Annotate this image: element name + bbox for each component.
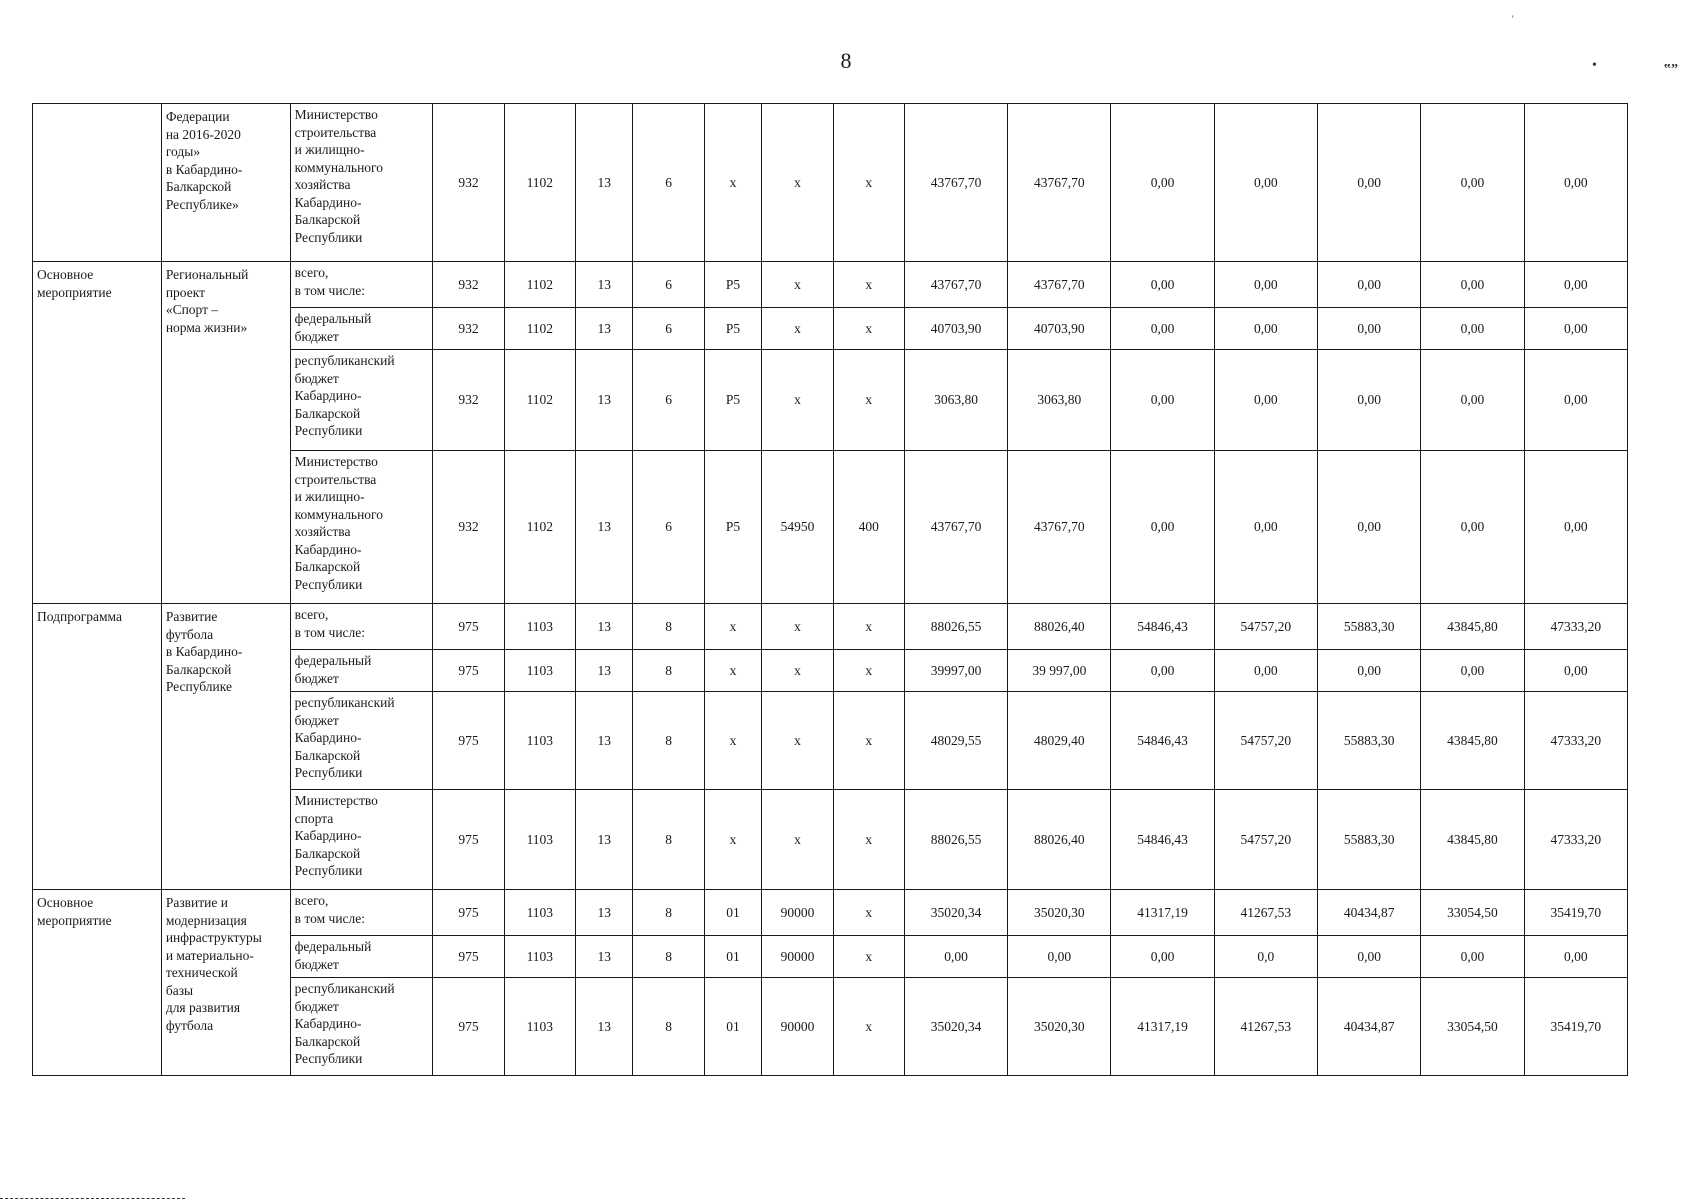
- budget-code-cell: x: [833, 350, 904, 451]
- budget-code-cell: x: [833, 308, 904, 350]
- budget-code-cell: 932: [433, 262, 504, 308]
- amount-cell: 41317,19: [1111, 890, 1214, 936]
- budget-code-cell: 13: [575, 604, 632, 650]
- amount-cell: 35419,70: [1524, 890, 1627, 936]
- amount-cell: 35020,34: [904, 978, 1007, 1076]
- budget-code-cell: 975: [433, 790, 504, 890]
- program-status-cell: Подпрограмма: [33, 604, 162, 890]
- budget-code-cell: x: [762, 262, 833, 308]
- budget-code-cell: 8: [633, 890, 704, 936]
- budget-code-cell: 400: [833, 451, 904, 604]
- amount-cell: 48029,55: [904, 692, 1007, 790]
- page-number: 8: [840, 48, 852, 73]
- amount-cell: 39997,00: [904, 650, 1007, 692]
- budget-code-cell: 6: [633, 451, 704, 604]
- funding-source-cell: федеральный бюджет: [290, 650, 433, 692]
- amount-cell: 55883,30: [1318, 790, 1421, 890]
- program-name-cell: Региональный проект «Спорт – норма жизни»: [161, 262, 290, 604]
- budget-code-cell: 13: [575, 308, 632, 350]
- amount-cell: 0,00: [1524, 650, 1627, 692]
- budget-code-cell: 8: [633, 692, 704, 790]
- amount-cell: 88026,55: [904, 604, 1007, 650]
- amount-cell: 0,00: [1421, 451, 1524, 604]
- budget-code-cell: x: [704, 650, 761, 692]
- amount-cell: 0,0: [1214, 936, 1317, 978]
- amount-cell: 88026,40: [1008, 604, 1111, 650]
- budget-code-cell: 13: [575, 451, 632, 604]
- budget-code-cell: x: [762, 790, 833, 890]
- amount-cell: 43767,70: [904, 451, 1007, 604]
- amount-cell: 0,00: [1111, 350, 1214, 451]
- budget-code-cell: x: [704, 692, 761, 790]
- amount-cell: 41267,53: [1214, 978, 1317, 1076]
- amount-cell: 0,00: [1318, 308, 1421, 350]
- budget-code-cell: 90000: [762, 978, 833, 1076]
- funding-source-cell: Министерство строительства и жилищно- коммунального хозяйства Кабардино- Балкарской Республики: [290, 104, 433, 262]
- budget-code-cell: 8: [633, 978, 704, 1076]
- amount-cell: 88026,40: [1008, 790, 1111, 890]
- amount-cell: 0,00: [1318, 451, 1421, 604]
- program-name-cell: Развитие и модернизация инфраструктуры и материально- технической базы для развития футбола: [161, 890, 290, 1076]
- amount-cell: 0,00: [1214, 104, 1317, 262]
- amount-cell: 41267,53: [1214, 890, 1317, 936]
- amount-cell: 33054,50: [1421, 890, 1524, 936]
- table-row: [33, 890, 1628, 936]
- amount-cell: 0,00: [1421, 350, 1524, 451]
- budget-code-cell: x: [762, 350, 833, 451]
- amount-cell: 0,00: [1111, 650, 1214, 692]
- program-status-cell: Основное мероприятие: [33, 890, 162, 1076]
- amount-cell: 0,00: [904, 936, 1007, 978]
- budget-code-cell: 932: [433, 308, 504, 350]
- program-status-cell: [33, 104, 162, 262]
- scan-artifact-mark: •: [1592, 58, 1597, 73]
- budget-code-cell: 13: [575, 790, 632, 890]
- budget-code-cell: x: [833, 650, 904, 692]
- budget-code-cell: 1102: [504, 350, 575, 451]
- amount-cell: 54757,20: [1214, 692, 1317, 790]
- budget-code-cell: 13: [575, 978, 632, 1076]
- amount-cell: 47333,20: [1524, 692, 1627, 790]
- amount-cell: 0,00: [1421, 650, 1524, 692]
- budget-code-cell: 8: [633, 604, 704, 650]
- funding-source-cell: Министерство спорта Кабардино- Балкарской Республики: [290, 790, 433, 890]
- amount-cell: 0,00: [1111, 308, 1214, 350]
- amount-cell: 54846,43: [1111, 692, 1214, 790]
- amount-cell: 55883,30: [1318, 692, 1421, 790]
- amount-cell: 40434,87: [1318, 978, 1421, 1076]
- table-row: [33, 262, 1628, 308]
- program-name-cell: Развитие футбола в Кабардино- Балкарской Республике: [161, 604, 290, 890]
- scan-artifact-mark: ': [1512, 14, 1514, 24]
- amount-cell: 0,00: [1318, 262, 1421, 308]
- footer-rule: [0, 1198, 185, 1199]
- budget-code-cell: 1102: [504, 308, 575, 350]
- budget-code-cell: 6: [633, 350, 704, 451]
- amount-cell: 0,00: [1008, 936, 1111, 978]
- budget-code-cell: x: [833, 104, 904, 262]
- funding-source-cell: республиканский бюджет Кабардино- Балкарской Республики: [290, 692, 433, 790]
- budget-code-cell: 13: [575, 350, 632, 451]
- budget-code-cell: 932: [433, 104, 504, 262]
- budget-code-cell: 975: [433, 692, 504, 790]
- budget-code-cell: x: [704, 104, 761, 262]
- budget-code-cell: P5: [704, 350, 761, 451]
- amount-cell: 0,00: [1421, 308, 1524, 350]
- amount-cell: 43767,70: [1008, 262, 1111, 308]
- budget-code-cell: 1102: [504, 451, 575, 604]
- amount-cell: 0,00: [1524, 451, 1627, 604]
- amount-cell: 43767,70: [904, 262, 1007, 308]
- amount-cell: 47333,20: [1524, 604, 1627, 650]
- budget-code-cell: 13: [575, 262, 632, 308]
- budget-code-cell: 1103: [504, 650, 575, 692]
- amount-cell: 41317,19: [1111, 978, 1214, 1076]
- budget-code-cell: 1103: [504, 978, 575, 1076]
- budget-code-cell: x: [833, 978, 904, 1076]
- budget-code-cell: 1103: [504, 790, 575, 890]
- amount-cell: 54757,20: [1214, 790, 1317, 890]
- amount-cell: 40703,90: [904, 308, 1007, 350]
- budget-code-cell: 01: [704, 978, 761, 1076]
- amount-cell: 0,00: [1524, 936, 1627, 978]
- amount-cell: 0,00: [1111, 936, 1214, 978]
- budget-code-cell: 1103: [504, 604, 575, 650]
- budget-code-cell: x: [704, 790, 761, 890]
- funding-source-cell: всего, в том числе:: [290, 604, 433, 650]
- budget-code-cell: 1103: [504, 890, 575, 936]
- amount-cell: 0,00: [1524, 262, 1627, 308]
- amount-cell: 0,00: [1421, 936, 1524, 978]
- budget-code-cell: 13: [575, 650, 632, 692]
- budget-code-cell: 975: [433, 890, 504, 936]
- funding-source-cell: всего, в том числе:: [290, 890, 433, 936]
- budget-code-cell: 01: [704, 890, 761, 936]
- budget-code-cell: 932: [433, 350, 504, 451]
- program-status-cell: Основное мероприятие: [33, 262, 162, 604]
- amount-cell: 43767,70: [904, 104, 1007, 262]
- budget-code-cell: 54950: [762, 451, 833, 604]
- budget-code-cell: 975: [433, 936, 504, 978]
- amount-cell: 0,00: [1524, 308, 1627, 350]
- budget-code-cell: 8: [633, 936, 704, 978]
- amount-cell: 0,00: [1214, 262, 1317, 308]
- amount-cell: 0,00: [1524, 104, 1627, 262]
- budget-code-cell: P5: [704, 262, 761, 308]
- budget-code-cell: x: [833, 262, 904, 308]
- budget-code-cell: x: [833, 604, 904, 650]
- amount-cell: 3063,80: [1008, 350, 1111, 451]
- funding-source-cell: федеральный бюджет: [290, 308, 433, 350]
- amount-cell: 0,00: [1524, 350, 1627, 451]
- budget-code-cell: 6: [633, 262, 704, 308]
- budget-code-cell: x: [833, 890, 904, 936]
- amount-cell: 0,00: [1111, 262, 1214, 308]
- scan-artifact-mark: ‟”: [1664, 62, 1678, 77]
- amount-cell: 0,00: [1111, 451, 1214, 604]
- amount-cell: 40434,87: [1318, 890, 1421, 936]
- amount-cell: 47333,20: [1524, 790, 1627, 890]
- amount-cell: 3063,80: [904, 350, 1007, 451]
- amount-cell: 35020,30: [1008, 890, 1111, 936]
- amount-cell: 0,00: [1318, 936, 1421, 978]
- budget-code-cell: 975: [433, 650, 504, 692]
- amount-cell: 35419,70: [1524, 978, 1627, 1076]
- budget-code-cell: x: [833, 692, 904, 790]
- amount-cell: 35020,34: [904, 890, 1007, 936]
- amount-cell: 54846,43: [1111, 604, 1214, 650]
- budget-code-cell: x: [762, 104, 833, 262]
- amount-cell: 54757,20: [1214, 604, 1317, 650]
- budget-code-cell: 6: [633, 308, 704, 350]
- amount-cell: 35020,30: [1008, 978, 1111, 1076]
- budget-code-cell: x: [704, 604, 761, 650]
- amount-cell: 40703,90: [1008, 308, 1111, 350]
- funding-source-cell: Министерство строительства и жилищно- коммунального хозяйства Кабардино- Балкарской Республики: [290, 451, 433, 604]
- budget-code-cell: x: [762, 650, 833, 692]
- budget-code-cell: 13: [575, 890, 632, 936]
- amount-cell: 0,00: [1214, 451, 1317, 604]
- amount-cell: 39 997,00: [1008, 650, 1111, 692]
- budget-code-cell: x: [762, 692, 833, 790]
- amount-cell: 43767,70: [1008, 104, 1111, 262]
- budget-code-cell: 6: [633, 104, 704, 262]
- amount-cell: 0,00: [1421, 104, 1524, 262]
- budget-code-cell: 1103: [504, 692, 575, 790]
- budget-code-cell: x: [762, 308, 833, 350]
- amount-cell: 43767,70: [1008, 451, 1111, 604]
- amount-cell: 48029,40: [1008, 692, 1111, 790]
- funding-source-cell: федеральный бюджет: [290, 936, 433, 978]
- budget-code-cell: 13: [575, 936, 632, 978]
- table-row: [33, 104, 1628, 262]
- budget-code-cell: P5: [704, 308, 761, 350]
- budget-code-cell: 975: [433, 604, 504, 650]
- budget-code-cell: 1102: [504, 262, 575, 308]
- amount-cell: 0,00: [1318, 350, 1421, 451]
- budget-code-cell: P5: [704, 451, 761, 604]
- amount-cell: 0,00: [1318, 650, 1421, 692]
- budget-code-cell: 13: [575, 104, 632, 262]
- budget-code-cell: 01: [704, 936, 761, 978]
- amount-cell: 43845,80: [1421, 604, 1524, 650]
- budget-code-cell: 1102: [504, 104, 575, 262]
- budget-code-cell: 1103: [504, 936, 575, 978]
- budget-code-cell: 8: [633, 650, 704, 692]
- budget-code-cell: x: [833, 790, 904, 890]
- amount-cell: 0,00: [1214, 350, 1317, 451]
- amount-cell: 55883,30: [1318, 604, 1421, 650]
- budget-code-cell: x: [833, 936, 904, 978]
- amount-cell: 33054,50: [1421, 978, 1524, 1076]
- budget-code-cell: 90000: [762, 890, 833, 936]
- budget-code-cell: 932: [433, 451, 504, 604]
- funding-source-cell: республиканский бюджет Кабардино- Балкарской Республики: [290, 978, 433, 1076]
- amount-cell: 88026,55: [904, 790, 1007, 890]
- funding-source-cell: республиканский бюджет Кабардино- Балкарской Республики: [290, 350, 433, 451]
- amount-cell: 0,00: [1111, 104, 1214, 262]
- amount-cell: 0,00: [1421, 262, 1524, 308]
- amount-cell: 43845,80: [1421, 692, 1524, 790]
- budget-code-cell: 13: [575, 692, 632, 790]
- amount-cell: 0,00: [1318, 104, 1421, 262]
- budget-table-body: [33, 104, 1628, 1076]
- budget-code-cell: 975: [433, 978, 504, 1076]
- amount-cell: 0,00: [1214, 308, 1317, 350]
- budget-table: [32, 103, 1628, 1076]
- amount-cell: 0,00: [1214, 650, 1317, 692]
- program-name-cell: Федерации на 2016-2020 годы» в Кабардино- Балкарской Республике»: [161, 104, 290, 262]
- amount-cell: 43845,80: [1421, 790, 1524, 890]
- budget-code-cell: x: [762, 604, 833, 650]
- funding-source-cell: всего, в том числе:: [290, 262, 433, 308]
- amount-cell: 54846,43: [1111, 790, 1214, 890]
- table-row: [33, 604, 1628, 650]
- budget-code-cell: 8: [633, 790, 704, 890]
- budget-code-cell: 90000: [762, 936, 833, 978]
